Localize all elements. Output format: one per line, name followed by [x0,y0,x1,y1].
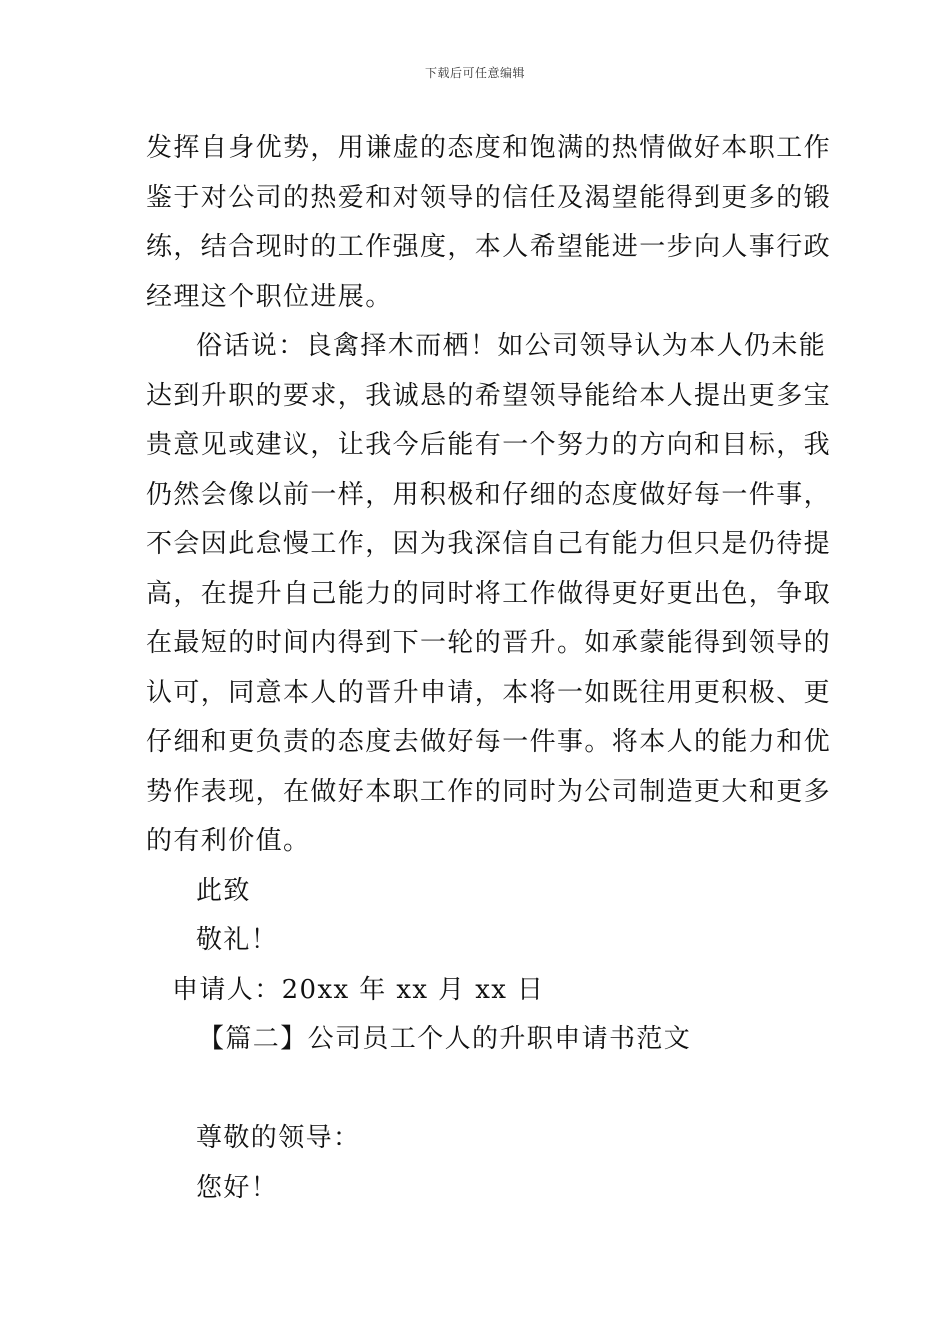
body-line: 的有利价值。 [146,826,311,856]
greeting-hello: 您好！ [196,1172,279,1203]
body-line: 达到升职的要求，我诚恳的希望领导能给本人提出更多宝 [146,380,832,411]
body-line: 不会因此怠慢工作，因为我深信自己有能力但只是仍待提 [146,529,832,559]
body-line: 发挥自身优势，用谦虚的态度和饱满的热情做好本职工作 [146,133,832,163]
body-line: 认可，同意本人的晋升申请，本将一如既往用更积极、更 [146,677,832,708]
body-line: 仔细和更负责的态度去做好每一件事。将本人的能力和优 [146,727,832,757]
body-line: 势作表现，在做好本职工作的同时为公司制造更大和更多 [146,776,832,807]
paragraph-first-line: 俗话说：良禽择木而栖！如公司领导认为本人仍未能 [196,331,827,361]
body-line: 贵意见或建议，让我今后能有一个努力的方向和目标，我 [146,430,832,460]
body-line: 经理这个职位进展。 [146,281,393,312]
document-body [146,124,832,1213]
closing-salutation: 此致 [196,875,251,906]
body-line: 仍然会像以前一样，用积极和仔细的态度做好每一件事， [146,479,832,510]
page-header-note: 下载后可任意编辑 [424,66,525,80]
section-title: 【篇二】公司员工个人的升职申请书范文 [198,1024,692,1054]
closing-regards: 敬礼！ [196,925,279,955]
body-line: 鉴于对公司的热爱和对领导的信任及渴望能得到更多的锻 [146,182,832,213]
body-line: 练，结合现时的工作强度，本人希望能进一步向人事行政 [146,232,832,262]
body-line: 高，在提升自己能力的同时将工作做得更好更出色，争取 [146,578,832,609]
signature-date: 申请人：20xx 年 xx 月 xx 日 [172,974,545,1005]
body-line: 在最短的时间内得到下一轮的晋升。如承蒙能得到领导的 [146,628,832,658]
blank-line [146,1065,808,1115]
greeting-addressee: 尊敬的领导： [196,1123,361,1153]
